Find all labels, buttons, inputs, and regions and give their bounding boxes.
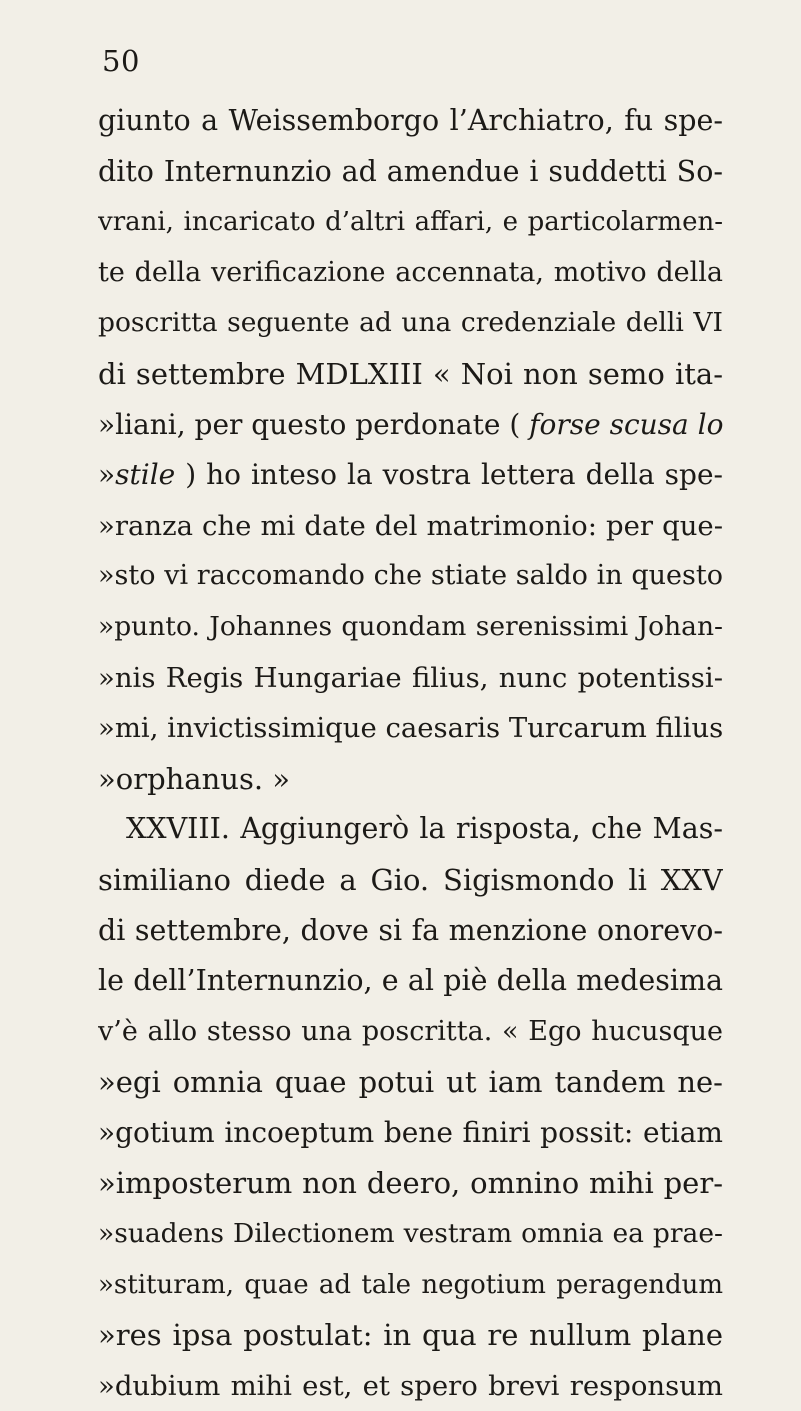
text-line: le dell’Internunzio, e al piè della medesima xyxy=(98,964,723,998)
text-line: vrani, incaricato d’altri affari, e particolarmen- xyxy=(98,207,723,238)
text-line: »dubium mihi est, et spero brevi responsum xyxy=(98,1369,723,1402)
text-line: giunto a Weissemborgo l’Archiatro, fu spe- xyxy=(98,104,723,137)
text-line: »egi omnia quae potui ut iam tandem ne- xyxy=(98,1065,723,1100)
text-line xyxy=(98,400,723,451)
text-line: di settembre, dove si fa menzione onorevo- xyxy=(98,913,723,947)
text-line: v’è allo stesso una poscritta. « Ego hucusque xyxy=(98,1015,723,1047)
text-segment: »liani, per questo perdonate ( xyxy=(98,407,530,441)
text-line: dito Internunzio ad amendue i suddetti So- xyxy=(98,154,723,188)
italic-text: forse scusa lo xyxy=(529,407,723,441)
text-line xyxy=(98,450,723,501)
text-line: similiano diede a Gio. Sigismondo li XXV xyxy=(98,862,723,897)
body-text xyxy=(98,96,723,1411)
text-line: »imposterum non deero, omnino mihi per- xyxy=(98,1166,723,1201)
text-line: »suadens Dilectionem vestram omnia ea prae- xyxy=(98,1218,723,1250)
text-line: »sto vi raccomando che stiate saldo in questo xyxy=(98,560,723,592)
text-line: »stituram, quae ad tale negotium peragendum xyxy=(98,1269,723,1300)
text-line: »res ipsa postulat: in qua re nullum plane xyxy=(98,1318,723,1353)
text-line: »gotium incoeptum bene finiri possit: etiam xyxy=(98,1115,723,1149)
italic-text: stile xyxy=(115,458,176,492)
text-line: »mi, invictissimique caesaris Turcarum filius xyxy=(98,712,723,745)
page-number: 50 xyxy=(102,44,140,78)
section-start-line: XXVIII. Aggiungerò la risposta, che Mas- xyxy=(126,812,723,846)
text-segment: ) ho inteso la vostra lettera della spe- xyxy=(175,458,723,492)
text-line: »nis Regis Hungariae filius, nunc potentissi- xyxy=(98,661,723,694)
text-line: »punto. Johannes quondam serenissimi Johan- xyxy=(98,610,723,642)
text-line: »ranza che mi date del matrimonio: per que- xyxy=(98,509,723,542)
text-segment: » xyxy=(98,458,116,492)
text-line: »orphanus. » xyxy=(98,761,291,796)
text-line: te della verificazione accennata, motivo della xyxy=(98,256,723,288)
text-line: di settembre MDLXIII « Noi non semo ita- xyxy=(98,356,723,391)
text-line: poscritta seguente ad una credenziale delli VI xyxy=(98,307,723,339)
